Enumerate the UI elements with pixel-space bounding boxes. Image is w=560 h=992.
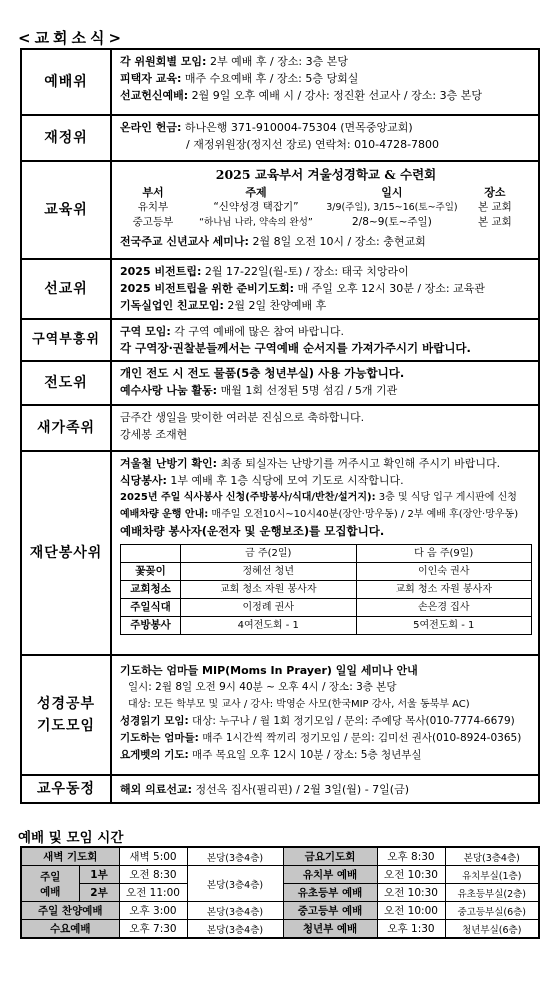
category-district: 구역부흥위 <box>21 319 111 361</box>
education-title: 2025 교육부서 겨울성경학교 & 수련회 <box>215 167 437 182</box>
row-education <box>21 161 539 259</box>
edu-cell: 유치부 <box>137 201 169 213</box>
service-line: 겨울철 난방기 확인: 최종 퇴실자는 난방기를 꺼주시고 확인해 주시기 바랍니다. <box>120 457 501 470</box>
row-prayer <box>21 655 539 775</box>
edu-header: 장소 <box>484 186 506 199</box>
meeting-row: 새벽 기도회 새벽 5:00 본당(3층4층) 금요기도회 오후 8:30 본당(3층4층) <box>21 847 539 866</box>
mission-line: 기독실업인 친교모임: 2월 2일 찬양예배 후 <box>120 299 327 312</box>
schedule-row: 꽃꽂이 정혜선 청년 이인숙 권사 <box>121 563 532 581</box>
edu-cell: 3/9(주일), 3/15~16(토~주일) <box>326 202 458 213</box>
meeting-row: 주일 예배 1부 오전 8:30 본당(3층4층) 유치부 예배 오전 10:30 유치부실(1층) <box>21 866 539 884</box>
schedule-row: 주일식대 이정례 권사 손은경 집사 <box>121 599 532 617</box>
meeting-row: 주일 찬양예배 오후 3:00 본당(3층4층) 중고등부 예배 오전 10:00 중고등부실(6층) <box>21 902 539 920</box>
category-evangelism: 전도위 <box>21 361 111 405</box>
mission-line: 2025 비전트립을 위한 준비기도회: 매 주일 오후 12시 30분 / 장소: 교육관 <box>120 282 485 295</box>
church-news-table <box>20 48 540 804</box>
evangelism-line: 개인 전도 시 전도 물품(5층 청년부실) 사용 가능합니다. <box>120 366 405 380</box>
prayer-line: 요게벳의 기도: 매주 목요일 오후 12시 10분 / 장소: 5층 청년부실 <box>120 749 422 761</box>
meeting-row: 수요예배 오후 7:30 본당(3층4층) 청년부 예배 오후 1:30 청년부실(6층) <box>21 920 539 939</box>
schedule-header: 다 음 주(9일) <box>356 545 532 563</box>
mission-line: 2025 비전트립: 2월 17-22일(월-토) / 장소: 태국 치앙라이 <box>120 265 409 278</box>
worship-line: 피택자 교육: 매주 수요예배 후 / 장소: 5층 당회실 <box>120 72 359 85</box>
edu-header: 주제 <box>245 186 267 199</box>
prayer-line: 기도하는 엄마들: 매주 1시간씩 짝끼리 정기모임 / 문의: 김미선 권사(010-8924-0365) <box>120 732 522 744</box>
row-service <box>21 451 539 655</box>
edu-header: 부서 <box>142 186 164 199</box>
edu-cell: “신약성경 택잡기” <box>213 201 299 213</box>
mip-detail: 일시: 2월 8일 오전 9시 40분 ~ 오후 4시 / 장소: 3층 본당 <box>128 681 397 693</box>
finance-account-line: 온라인 헌금: 하나은행 371-910004-75304 (면목중앙교회) <box>120 121 413 134</box>
mip-detail: 대상: 모든 학부모 및 교사 / 강사: 박영순 사모(한국MIP 강사, 서울 동북부 AC) <box>128 699 470 710</box>
edu-cell: 본 교회 <box>478 201 512 213</box>
category-service: 재단봉사위 <box>21 451 111 655</box>
schedule-row: 교회청소 교회 청소 자원 봉사자 교회 청소 자원 봉사자 <box>121 581 532 599</box>
worship-line: 각 위원회별 모임: 2부 예배 후 / 장소: 3층 본당 <box>120 55 348 68</box>
birthday-names: 강세봉 조재현 <box>120 428 188 441</box>
meeting-row: 2부 오전 11:00 유초등부 예배 오전 10:30 유초등부실(2층) <box>21 884 539 902</box>
row-evangelism <box>21 361 539 405</box>
mip-seminar-title: 기도하는 엄마들 MIP(Moms In Prayer) 일일 세미나 안내 <box>120 664 418 677</box>
row-mission <box>21 259 539 319</box>
evangelism-line: 예수사랑 나눔 활동: 매월 1회 선정된 5명 섬김 / 5개 기관 <box>120 384 398 397</box>
row-new-family <box>21 405 539 451</box>
edu-cell: 본 교회 <box>478 216 512 228</box>
row-finance <box>21 115 539 161</box>
category-mission: 선교위 <box>21 259 111 319</box>
category-fellowship: 교우동정 <box>21 775 111 803</box>
prayer-line: 성경읽기 모임: 대상: 누구나 / 월 1회 정기모임 / 문의: 주예당 목사(010-7774-6679) <box>120 715 515 727</box>
row-fellowship <box>21 775 539 803</box>
finance-contact-line: / 재정위원장(정지선 장로) 연락처: 010-4728-7800 <box>186 138 440 151</box>
worship-line: 선교헌신예배: 2월 9일 오후 예배 시 / 강사: 정진환 선교사 / 장소: 3층 본당 <box>120 89 482 102</box>
edu-cell: 중고등부 <box>132 216 174 228</box>
meetings-title: 예배 및 모임 시간 <box>18 830 124 846</box>
row-worship <box>21 49 539 115</box>
district-line: 구역 모임: 각 구역 예배에 많은 참여 바랍니다. <box>120 325 344 338</box>
schedule-row: 주방봉사 4여전도회 - 1 5여전도회 - 1 <box>121 617 532 635</box>
district-notice: 각 구역장·권찰분들께서는 구역예배 순서지를 가져가주시기 바랍니다. <box>120 341 471 355</box>
birthday-line: 금주간 생일을 맞이한 여러분 진심으로 축하합니다. <box>120 411 365 424</box>
fellowship-line: 해외 의료선교: 정선옥 집사(필리핀) / 2월 3일(월) - 7일(금) <box>120 782 410 796</box>
education-program-table <box>120 185 532 230</box>
edu-cell: 2/8~9(토~주일) <box>352 216 432 228</box>
row-district <box>21 319 539 361</box>
category-prayer: 성경공부 기도모임 <box>21 655 111 775</box>
service-line: 2025년 주일 식사봉사 신청(주방봉사/식대/반찬/설거지): 3층 및 식당 입구 게시판에 신청 <box>120 492 517 503</box>
teacher-seminar-line: 전국주교 신년교사 세미나: 2월 8일 오전 10시 / 장소: 충현교회 <box>120 235 426 248</box>
category-finance: 재정위 <box>21 115 111 161</box>
category-education: 교육위 <box>21 161 111 259</box>
edu-header: 일시 <box>381 186 403 199</box>
meetings-table <box>20 846 540 939</box>
service-line: 식당봉사: 1부 예배 후 1층 식당에 모여 기도로 시작합니다. <box>120 474 404 487</box>
section-title: <교회소식> <box>18 29 126 47</box>
service-schedule-table <box>120 544 532 635</box>
service-line: 예배차량 운행 안내: 매주일 오전10시~10시40분(장안·망우동) / 2부 예배 후(장안·망우동) <box>120 509 519 520</box>
category-worship: 예배위 <box>21 49 111 115</box>
edu-cell: “하나님 나라, 약속의 완성” <box>199 217 313 228</box>
vehicle-volunteer-notice: 예배차량 봉사자(운전자 및 운행보조)를 모집합니다. <box>120 524 385 538</box>
schedule-header: 금 주(2일) <box>181 545 357 563</box>
category-new-family: 새가족위 <box>21 405 111 451</box>
